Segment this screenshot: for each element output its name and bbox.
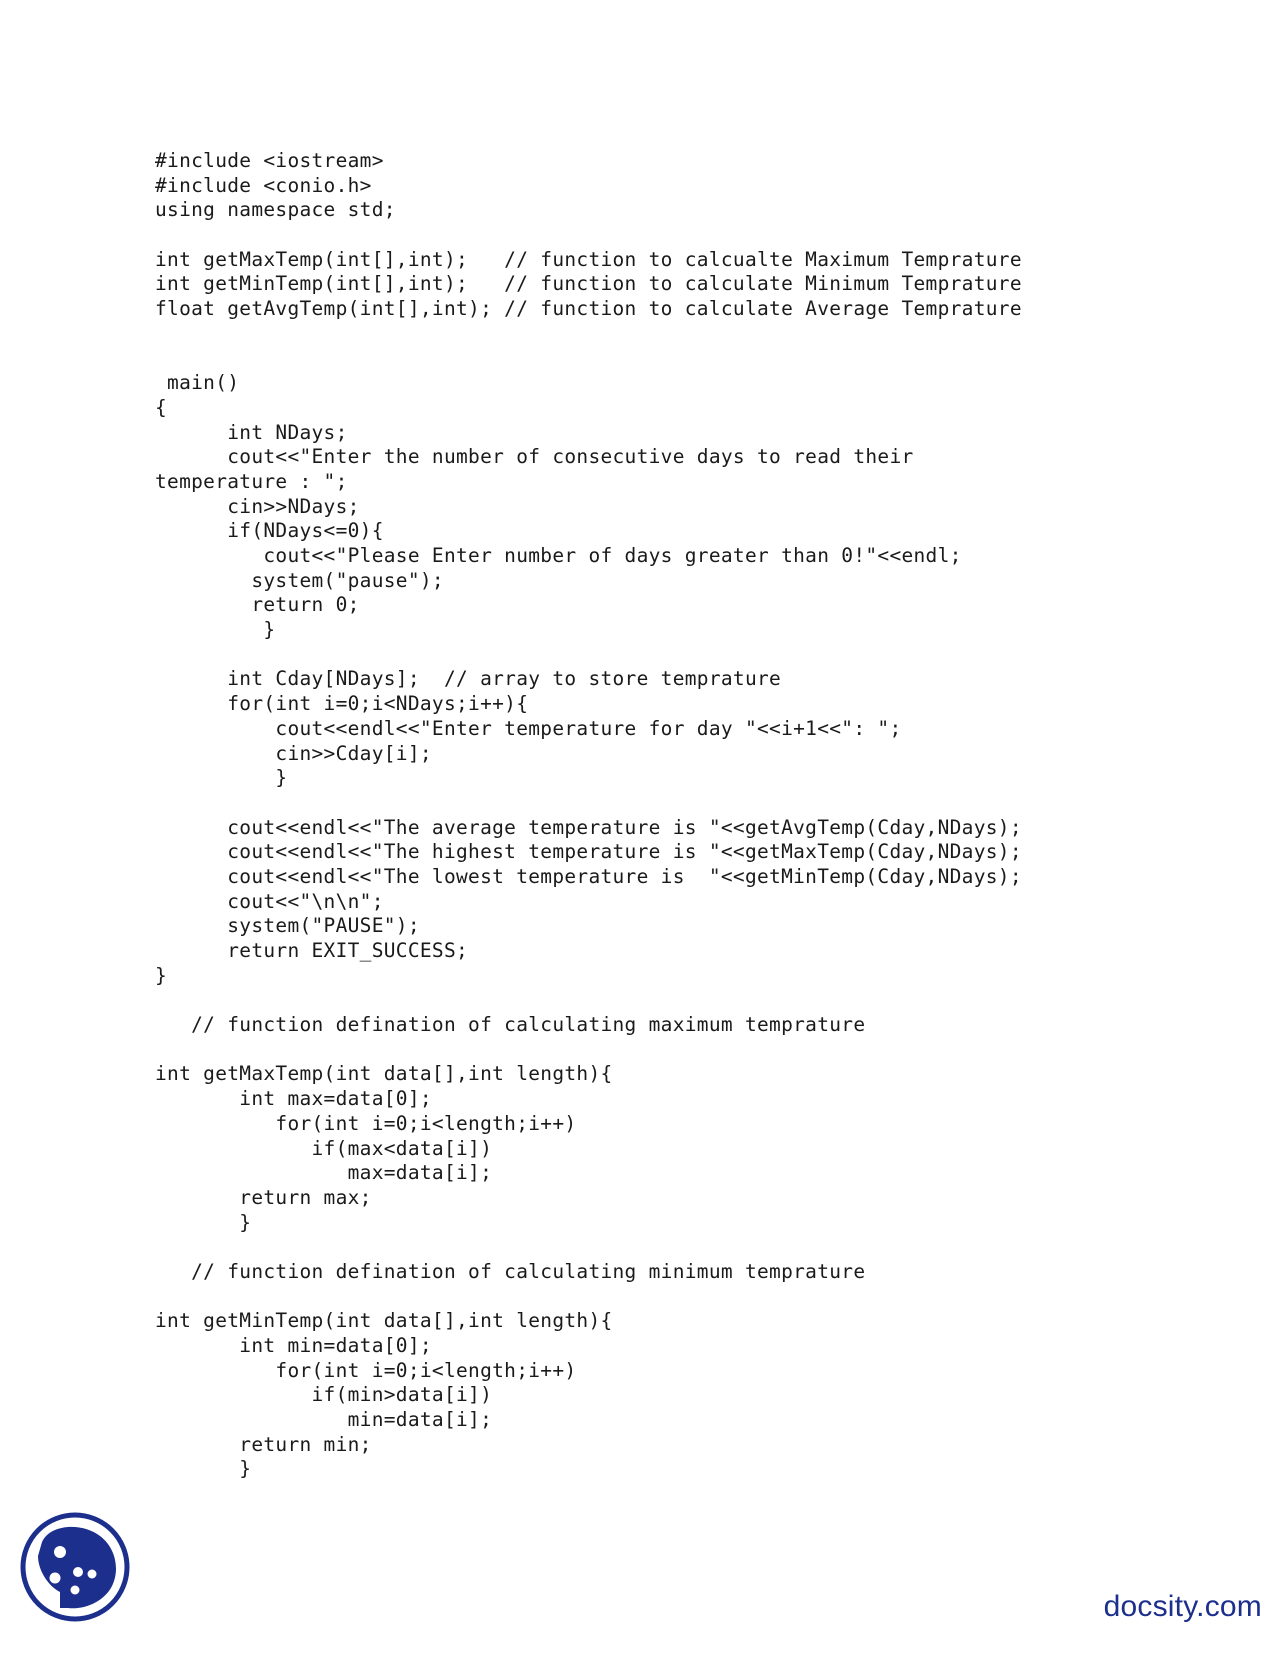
code-listing: [155, 149, 1022, 1482]
code-line: main(): [155, 371, 240, 395]
code-line: [155, 791, 1022, 816]
code-line: [155, 1285, 1022, 1310]
code-line: }: [155, 963, 168, 987]
code-line: [155, 322, 1022, 347]
code-line: cin>>Cday[i];: [155, 741, 432, 765]
code-line: #include <iostream>: [155, 149, 384, 172]
code-line: if(NDays<=0){: [155, 519, 384, 543]
code-line: system("pause");: [155, 568, 444, 592]
code-line: [155, 1038, 1022, 1063]
code-line: if(max<data[i]): [155, 1136, 493, 1160]
code-line: if(min>data[i]): [155, 1383, 493, 1407]
code-line: for(int i=0;i<NDays;i++){: [155, 692, 529, 716]
code-line: return 0;: [155, 593, 360, 617]
docsity-brand-text: docsity.com: [1103, 1590, 1262, 1623]
code-line: cin>>NDays;: [155, 494, 360, 518]
code-line: return min;: [155, 1432, 372, 1456]
code-line: cout<<endl<<"Enter temperature for day "<<i+1<<": ";: [155, 716, 902, 740]
code-line: using namespace std;: [155, 198, 396, 222]
code-line: [155, 988, 1022, 1013]
code-line: float getAvgTemp(int[],int); // function to calculate Average Temprature: [155, 297, 1022, 321]
code-line: int Cday[NDays]; // array to store temprature: [155, 667, 782, 691]
code-line: }: [155, 1457, 252, 1481]
code-line: int getMinTemp(int data[],int length){: [155, 1309, 613, 1333]
code-line: for(int i=0;i<length;i++): [155, 1111, 577, 1135]
code-line: cout<<"\n\n";: [155, 889, 384, 913]
code-line: cout<<"Enter the number of consecutive days to read their: [155, 445, 914, 469]
code-line: cout<<endl<<"The average temperature is "<<getAvgTemp(Cday,NDays);: [155, 815, 1022, 839]
code-line: int getMinTemp(int[],int); // function to calculate Minimum Temprature: [155, 272, 1022, 296]
code-line: #include <conio.h>: [155, 173, 372, 197]
code-line: [155, 643, 1022, 668]
code-line: max=data[i];: [155, 1161, 493, 1185]
code-line: return EXIT_SUCCESS;: [155, 939, 469, 962]
code-line: [155, 223, 1022, 248]
code-line: }: [155, 766, 288, 790]
code-line: min=data[i];: [155, 1408, 493, 1432]
code-line: int getMaxTemp(int[],int); // function to calcualte Maximum Temprature: [155, 247, 1022, 271]
code-line: // function defination of calculating maximum temprature: [155, 1013, 866, 1037]
code-line: temperature : ";: [155, 469, 348, 493]
code-line: cout<<endl<<"The lowest temperature is "<<getMinTemp(Cday,NDays);: [155, 864, 1022, 888]
code-line: cout<<"Please Enter number of days greater than 0!"<<endl;: [155, 544, 962, 567]
code-line: [155, 1235, 1022, 1260]
code-line: {: [155, 395, 168, 419]
code-line: for(int i=0;i<length;i++): [155, 1358, 577, 1382]
code-line: return max;: [155, 1185, 372, 1209]
code-line: int max=data[0];: [155, 1087, 432, 1111]
docsity-logo-icon: [20, 1512, 130, 1622]
code-line: }: [155, 1210, 252, 1234]
code-line: }: [155, 618, 276, 642]
code-line: int getMaxTemp(int data[],int length){: [155, 1062, 613, 1086]
code-line: system("PAUSE");: [155, 914, 420, 938]
code-line: cout<<endl<<"The highest temperature is "<<getMaxTemp(Cday,NDays);: [155, 840, 1022, 864]
code-line: [155, 347, 1022, 372]
code-line: int NDays;: [155, 420, 348, 444]
code-line: int min=data[0];: [155, 1334, 432, 1357]
code-line: // function defination of calculating minimum temprature: [155, 1259, 866, 1283]
